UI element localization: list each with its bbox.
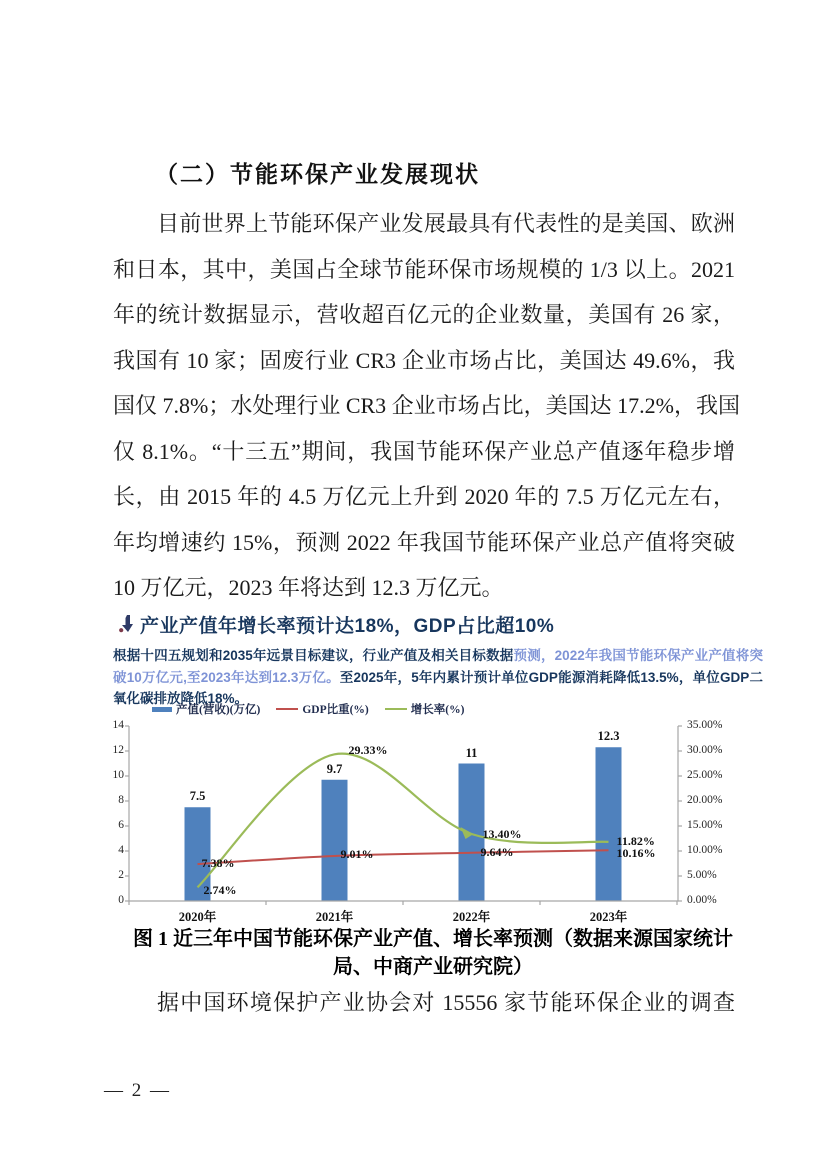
gdp-share-point-label: 9.64% (480, 844, 514, 859)
left-axis-tick-label: 14 (112, 719, 124, 731)
figure-caption (113, 925, 753, 981)
legend-label-gdp-share: GDP比重(%) (302, 704, 369, 716)
legend-item-growth-rate (385, 701, 465, 717)
down-arrow-icon (118, 615, 134, 633)
left-axis-tick-label: 0 (118, 894, 124, 906)
legend-label-output: 产值(营收)(万亿) (176, 704, 261, 716)
bar-swatch (152, 707, 172, 712)
right-axis-tick-label: 20.00% (687, 794, 723, 806)
left-axis-tick-label: 10 (112, 769, 124, 781)
right-axis-tick-label: 15.00% (687, 819, 723, 831)
body-paragraph (113, 201, 741, 611)
gdp-share-line (198, 850, 609, 864)
bar-value-label: 7.5 (189, 789, 206, 804)
body-line: 年均增速约 15%，预测 2022 年我国节能环保产业总产值将突破 (113, 529, 735, 555)
figure-headline: 产业产值年增长率预计达18%，GDP占比超10% (140, 616, 555, 637)
growth-rate-point-label: 11.82% (616, 833, 655, 848)
right-axis-tick-label: 35.00% (687, 719, 723, 731)
body-line: 目前世界上节能环保产业发展最具有代表性的是美国、欧洲 (157, 211, 735, 236)
right-axis-tick-label: 0.00% (687, 894, 717, 906)
right-axis-tick-label: 10.00% (687, 844, 723, 856)
bar (459, 764, 485, 902)
growth-rate-line (198, 754, 609, 888)
right-axis-tick-label: 30.00% (687, 744, 723, 756)
body-line: 和日本，其中，美国占全球节能环保市场规模的 1/3 以上。2021 (113, 256, 735, 282)
growth-rate-point-label: 13.40% (482, 827, 522, 841)
subtitle-seg2-highlight: 预测，2022年我国节能环保产业产值将突破10万亿元,至2023年达到12.3万亿。 (113, 648, 763, 685)
bar-value-label: 9.7 (326, 761, 343, 776)
left-axis-tick-label: 6 (118, 819, 124, 831)
x-axis-label: 2023年 (589, 910, 628, 924)
red-line-swatch (276, 708, 298, 711)
gdp-share-point-label: 9.01% (340, 846, 374, 861)
growth-rate-point-label: 2.74% (203, 883, 237, 898)
body-closing-line: 据中国环境保护产业协会对 15556 家节能环保企业的调查 (157, 990, 735, 1015)
body-line: 10 万亿元，2023 年将达到 12.3 万亿元。 (113, 575, 504, 600)
figure-caption-line2: 局、中商产业研究院） (333, 956, 533, 978)
gdp-share-point-label: 10.16% (616, 846, 656, 861)
right-axis-tick-label: 25.00% (687, 769, 723, 781)
subtitle-seg1: 根据十四五规划和2035年远景目标建议，行业产值及相关目标数据 (113, 648, 514, 663)
x-axis-label: 2022年 (452, 910, 491, 924)
x-axis-label: 2021年 (315, 910, 354, 924)
body-line: 我国有 10 家；固废行业 CR3 企业市场占比，美国达 49.6%，我 (113, 347, 735, 373)
right-axis-tick-label: 5.00% (687, 869, 717, 881)
body-line: 年的统计数据显示，营收超百亿元的企业数量，美国有 26 家， (113, 302, 735, 327)
subtitle-seg3: 至2025年，5年内累计预计单位GDP能源消耗降低13.5%，单位GDP二氧化碳排放降低18%。 (113, 669, 763, 706)
legend-label-growth-rate: 增长率(%) (410, 704, 465, 716)
bar (322, 780, 348, 901)
figure-caption-line1: 图 1 近三年中国节能环保产业产值、增长率预测（数据来源国家统计 (133, 928, 733, 950)
bar-value-label: 12.3 (597, 729, 620, 744)
left-axis-tick-label: 2 (118, 869, 124, 881)
combo-chart (106, 700, 770, 932)
left-axis-tick-label: 4 (118, 844, 124, 856)
chart-legend (152, 701, 464, 717)
figure-headline-row (118, 611, 554, 638)
gdp-share-point-label: 7.38% (201, 856, 235, 871)
legend-item-gdp-share (276, 701, 368, 717)
body-line: 长，由 2015 年的 4.5 万亿元上升到 2020 年的 7.5 万亿元左右， (113, 484, 735, 509)
x-axis-label: 2020年 (178, 910, 217, 924)
bar-value-label: 11 (465, 745, 478, 760)
bar (596, 747, 622, 901)
body-line: 国仅 7.8%；水处理行业 CR3 企业市场占比，美国达 17.2%，我国 (113, 393, 741, 418)
legend-item-output (152, 701, 260, 717)
left-axis-tick-label: 8 (118, 794, 124, 806)
growth-rate-point-label: 29.33% (348, 743, 388, 758)
section-heading: （二）节能环保产业发展现状 (155, 162, 480, 187)
green-line-swatch (385, 708, 407, 711)
body-line: 仅 8.1%。“十三五”期间，我国节能环保产业总产值逐年稳步增 (113, 438, 735, 464)
page-number: — 2 — (104, 1080, 171, 1101)
left-axis-tick-label: 12 (112, 744, 124, 756)
